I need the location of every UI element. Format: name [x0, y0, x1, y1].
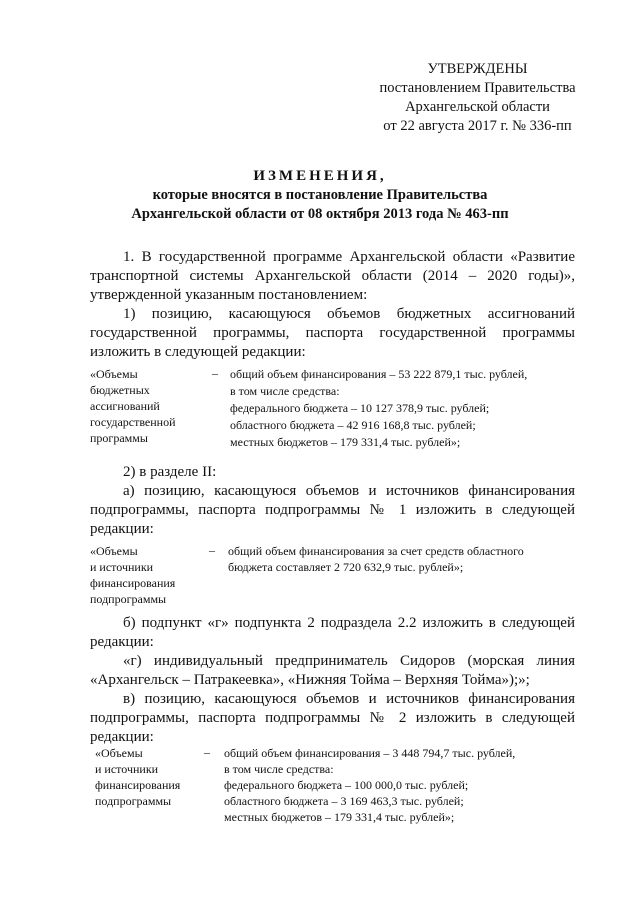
approval-heading: УТВЕРЖДЕНЫ [427, 61, 528, 77]
paragraph: б) подпункт «г» подпункта 2 подраздела 2.2 изложить в следующей редакции: [90, 615, 575, 650]
table-left-cell: «Объемы бюджетных ассигнований государственной программы [90, 367, 176, 445]
table-dash: – [212, 366, 218, 380]
approval-date: от 22 августа 2017 г. № 336-пп [383, 118, 572, 134]
title-subtitle: которые вносятся в постановление Правительства [152, 187, 488, 203]
table-right-cell: общий объем финансирования – 3 448 794,7 тыс. рублей, в том числе средства: федерального бюджета – 100 000,0 тыс. рублей; областного бюджета – 3 169 463,3 тыс. рублей; местных бюджетов – 179 331,4 тыс. рублей»; [224, 746, 516, 824]
paragraph: 1. В государственной программе Архангельской области «Развитие транспортной системы Архангельской области (2014 – 2020 годы)», утвержденной указанным постановлением: [90, 249, 575, 303]
table-left-cell: «Объемы и источники финансирования подпрограммы [95, 746, 181, 808]
document-title [80, 167, 560, 224]
paragraph: а) позицию, касающуюся объемов и источников финансирования подпрограммы, паспорта подпрограммы № 1 изложить в следующей редакции: [90, 483, 575, 537]
table-right-cell: общий объем финансирования за счет средств областного бюджета составляет 2 720 632,9 тыс. рублей»; [228, 544, 524, 574]
paragraph: 2) в разделе II: [123, 464, 217, 480]
approval-line: Архангельской области [405, 99, 550, 115]
table-right-cell: общий объем финансирования – 53 222 879,1 тыс. рублей, в том числе средства: федерального бюджета – 10 127 378,9 тыс. рублей; областного бюджета – 42 916 168,8 тыс. рублей; местных бюджетов – 179 331,4 тыс. рублей»; [230, 367, 528, 449]
paragraph: «г) индивидуальный предприниматель Сидоров (морская линия «Архангельск – Патракеевка», «Нижняя Тойма – Верхняя Тойма»);»; [90, 653, 575, 688]
table-left-cell: «Объемы и источники финансирования подпрограммы [90, 544, 176, 606]
approval-line: постановлением Правительства [379, 80, 576, 96]
title-subtitle: Архангельской области от 08 октября 2013 года № 463-пп [131, 206, 509, 222]
table-dash: – [209, 543, 215, 557]
table-dash: – [204, 745, 210, 759]
paragraph: 1) позицию, касающуюся объемов бюджетных ассигнований государственной программы, паспорта государственной программы изложить в следующей редакции: [90, 306, 575, 360]
title-main: ИЗМЕНЕНИЯ, [253, 168, 387, 184]
paragraph: в) позицию, касающуюся объемов и источников финансирования подпрограммы, паспорта подпрограммы № 2 изложить в следующей редакции: [90, 691, 575, 745]
approval-block [350, 60, 605, 136]
